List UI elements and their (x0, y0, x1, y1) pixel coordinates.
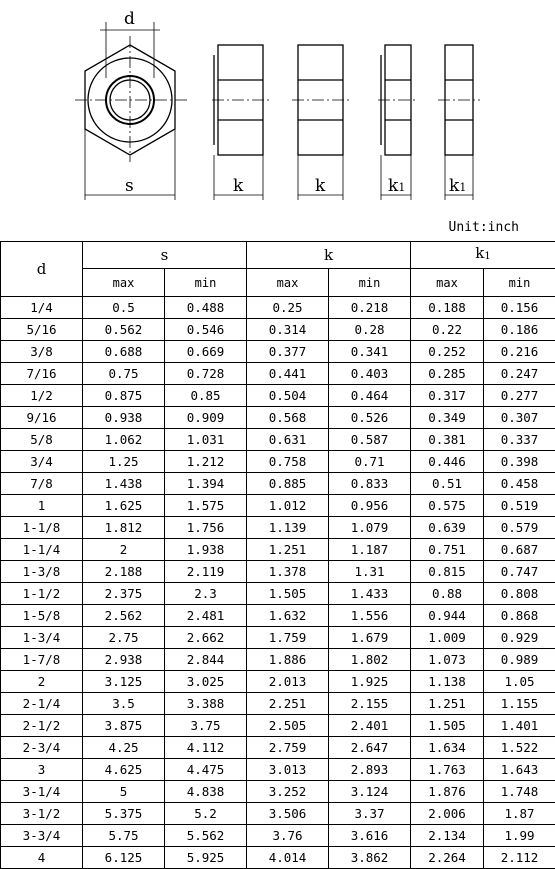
cell-size: 3-1/2 (1, 803, 83, 825)
cell-value: 2.481 (165, 605, 247, 627)
cell-value: 3.75 (165, 715, 247, 737)
cell-value: 1.625 (83, 495, 165, 517)
cell-value: 3.124 (329, 781, 411, 803)
cell-value: 1.802 (329, 649, 411, 671)
cell-value: 2.75 (83, 627, 165, 649)
cell-value: 0.575 (411, 495, 484, 517)
cell-value: 0.349 (411, 407, 484, 429)
cell-value: 0.156 (484, 297, 555, 319)
cell-value: 3.013 (247, 759, 329, 781)
cell-size: 1-3/8 (1, 561, 83, 583)
cell-size: 7/8 (1, 473, 83, 495)
cell-value: 3.862 (329, 847, 411, 869)
table-row (1, 759, 555, 781)
cell-value: 2.375 (83, 583, 165, 605)
table-row (1, 451, 555, 473)
cell-value: 1.938 (165, 539, 247, 561)
table-body (1, 297, 555, 869)
cell-value: 0.747 (484, 561, 555, 583)
cell-value: 1.575 (165, 495, 247, 517)
cell-value: 0.51 (411, 473, 484, 495)
cell-size: 1/2 (1, 385, 83, 407)
cell-value: 3.506 (247, 803, 329, 825)
hex-nut-drawing (0, 0, 555, 215)
cell-value: 0.28 (329, 319, 411, 341)
cell-value: 0.989 (484, 649, 555, 671)
table-row (1, 363, 555, 385)
cell-value: 0.337 (484, 429, 555, 451)
cell-size: 2-1/4 (1, 693, 83, 715)
cell-value: 4.838 (165, 781, 247, 803)
cell-value: 1.31 (329, 561, 411, 583)
cell-value: 1.886 (247, 649, 329, 671)
cell-value: 0.458 (484, 473, 555, 495)
cell-value: 0.488 (165, 297, 247, 319)
cell-value: 0.758 (247, 451, 329, 473)
cell-value: 0.307 (484, 407, 555, 429)
cell-value: 5.375 (83, 803, 165, 825)
table-row (1, 825, 555, 847)
cell-value: 1.031 (165, 429, 247, 451)
table-row (1, 627, 555, 649)
cell-value: 2.264 (411, 847, 484, 869)
cell-value: 1.556 (329, 605, 411, 627)
cell-value: 1.012 (247, 495, 329, 517)
cell-value: 3.76 (247, 825, 329, 847)
col-header-d: d (1, 242, 83, 297)
table-row (1, 671, 555, 693)
table-row (1, 737, 555, 759)
cell-value: 1.87 (484, 803, 555, 825)
cell-value: 0.909 (165, 407, 247, 429)
cell-value: 1.876 (411, 781, 484, 803)
table-row (1, 803, 555, 825)
cell-value: 0.377 (247, 341, 329, 363)
cell-value: 0.216 (484, 341, 555, 363)
cell-value: 2.188 (83, 561, 165, 583)
cell-value: 0.944 (411, 605, 484, 627)
cell-value: 0.88 (411, 583, 484, 605)
cell-value: 0.587 (329, 429, 411, 451)
cell-value: 1.138 (411, 671, 484, 693)
table-row (1, 407, 555, 429)
dimension-table (0, 241, 555, 869)
cell-size: 4 (1, 847, 83, 869)
table-row (1, 781, 555, 803)
cell-value: 3.388 (165, 693, 247, 715)
cell-value: 0.341 (329, 341, 411, 363)
cell-value: 0.631 (247, 429, 329, 451)
cell-value: 1.438 (83, 473, 165, 495)
cell-value: 2.562 (83, 605, 165, 627)
cell-value: 0.381 (411, 429, 484, 451)
cell-value: 5.562 (165, 825, 247, 847)
table-row (1, 385, 555, 407)
table-row (1, 539, 555, 561)
table-row (1, 429, 555, 451)
cell-value: 0.956 (329, 495, 411, 517)
cell-value: 2.938 (83, 649, 165, 671)
cell-value: 6.125 (83, 847, 165, 869)
cell-value: 5 (83, 781, 165, 803)
cell-value: 0.75 (83, 363, 165, 385)
cell-value: 1.812 (83, 517, 165, 539)
cell-value: 0.314 (247, 319, 329, 341)
cell-value: 0.579 (484, 517, 555, 539)
cell-value: 1.433 (329, 583, 411, 605)
cell-value: 4.014 (247, 847, 329, 869)
cell-value: 0.546 (165, 319, 247, 341)
cell-value: 0.669 (165, 341, 247, 363)
cell-size: 2 (1, 671, 83, 693)
cell-value: 1.212 (165, 451, 247, 473)
cell-value: 1.251 (247, 539, 329, 561)
dim-label-k1-2: k1 (449, 176, 467, 196)
cell-value: 0.568 (247, 407, 329, 429)
cell-value: 1.756 (165, 517, 247, 539)
cell-value: 0.22 (411, 319, 484, 341)
cell-value: 1.759 (247, 627, 329, 649)
cell-value: 2.759 (247, 737, 329, 759)
cell-value: 0.526 (329, 407, 411, 429)
table-row (1, 583, 555, 605)
cell-size: 1-1/4 (1, 539, 83, 561)
table-row (1, 605, 555, 627)
cell-size: 2-1/2 (1, 715, 83, 737)
cell-size: 1 (1, 495, 83, 517)
cell-value: 1.505 (411, 715, 484, 737)
cell-value: 0.688 (83, 341, 165, 363)
cell-size: 1/4 (1, 297, 83, 319)
cell-value: 1.073 (411, 649, 484, 671)
cell-size: 3 (1, 759, 83, 781)
dim-label-k-1: k (233, 176, 244, 196)
cell-value: 2.662 (165, 627, 247, 649)
cell-value: 2 (83, 539, 165, 561)
cell-value: 0.815 (411, 561, 484, 583)
cell-value: 0.833 (329, 473, 411, 495)
cell-value: 2.112 (484, 847, 555, 869)
cell-size: 3/8 (1, 341, 83, 363)
cell-value: 5.925 (165, 847, 247, 869)
cell-value: 0.218 (329, 297, 411, 319)
cell-value: 0.5 (83, 297, 165, 319)
group-header-k1: k1 (411, 242, 555, 269)
cell-size: 5/16 (1, 319, 83, 341)
table-row (1, 561, 555, 583)
cell-value: 0.186 (484, 319, 555, 341)
cell-value: 0.728 (165, 363, 247, 385)
cell-size: 1-7/8 (1, 649, 83, 671)
cell-value: 0.504 (247, 385, 329, 407)
cell-value: 1.643 (484, 759, 555, 781)
cell-value: 0.398 (484, 451, 555, 473)
cell-value: 2.251 (247, 693, 329, 715)
cell-value: 0.441 (247, 363, 329, 385)
cell-value: 4.625 (83, 759, 165, 781)
cell-value: 1.99 (484, 825, 555, 847)
subheader-k1-max: max (411, 269, 484, 297)
cell-value: 1.139 (247, 517, 329, 539)
cell-value: 1.251 (411, 693, 484, 715)
cell-value: 0.519 (484, 495, 555, 517)
cell-value: 1.748 (484, 781, 555, 803)
cell-value: 0.639 (411, 517, 484, 539)
subheader-s-max: max (83, 269, 165, 297)
cell-value: 1.522 (484, 737, 555, 759)
cell-value: 2.013 (247, 671, 329, 693)
table-row (1, 517, 555, 539)
table-row (1, 319, 555, 341)
cell-size: 2-3/4 (1, 737, 83, 759)
cell-size: 1-1/2 (1, 583, 83, 605)
cell-value: 2.401 (329, 715, 411, 737)
cell-value: 1.378 (247, 561, 329, 583)
cell-value: 4.475 (165, 759, 247, 781)
table-row (1, 473, 555, 495)
cell-value: 1.401 (484, 715, 555, 737)
cell-value: 3.875 (83, 715, 165, 737)
table-row (1, 693, 555, 715)
cell-value: 4.112 (165, 737, 247, 759)
cell-value: 5.2 (165, 803, 247, 825)
cell-value: 0.929 (484, 627, 555, 649)
subheader-k-max: max (247, 269, 329, 297)
group-header-s: s (83, 242, 247, 269)
cell-value: 2.844 (165, 649, 247, 671)
cell-value: 3.37 (329, 803, 411, 825)
cell-value: 0.285 (411, 363, 484, 385)
cell-value: 2.505 (247, 715, 329, 737)
cell-value: 3.125 (83, 671, 165, 693)
table-row (1, 297, 555, 319)
dim-label-k1-1: k1 (388, 176, 406, 196)
cell-value: 3.5 (83, 693, 165, 715)
group-header-k: k (247, 242, 411, 269)
cell-value: 3.616 (329, 825, 411, 847)
cell-value: 3.025 (165, 671, 247, 693)
cell-value: 1.679 (329, 627, 411, 649)
cell-value: 2.155 (329, 693, 411, 715)
cell-size: 3/4 (1, 451, 83, 473)
subheader-s-min: min (165, 269, 247, 297)
dim-label-s: s (125, 176, 134, 196)
cell-value: 4.25 (83, 737, 165, 759)
cell-value: 0.85 (165, 385, 247, 407)
cell-value: 1.155 (484, 693, 555, 715)
unit-note: Unit:inch (448, 220, 519, 235)
cell-size: 5/8 (1, 429, 83, 451)
cell-value: 0.247 (484, 363, 555, 385)
cell-value: 5.75 (83, 825, 165, 847)
cell-size: 1-1/8 (1, 517, 83, 539)
cell-size: 3-3/4 (1, 825, 83, 847)
table-row (1, 715, 555, 737)
cell-value: 2.3 (165, 583, 247, 605)
cell-value: 0.885 (247, 473, 329, 495)
cell-value: 1.079 (329, 517, 411, 539)
cell-value: 0.751 (411, 539, 484, 561)
cell-value: 0.687 (484, 539, 555, 561)
cell-value: 2.134 (411, 825, 484, 847)
subheader-k-min: min (329, 269, 411, 297)
cell-value: 1.05 (484, 671, 555, 693)
table-row (1, 341, 555, 363)
cell-value: 0.562 (83, 319, 165, 341)
cell-value: 0.464 (329, 385, 411, 407)
cell-value: 0.875 (83, 385, 165, 407)
cell-value: 2.006 (411, 803, 484, 825)
cell-value: 0.317 (411, 385, 484, 407)
cell-value: 2.893 (329, 759, 411, 781)
cell-value: 0.938 (83, 407, 165, 429)
cell-value: 0.188 (411, 297, 484, 319)
cell-value: 1.25 (83, 451, 165, 473)
cell-value: 1.925 (329, 671, 411, 693)
cell-value: 1.634 (411, 737, 484, 759)
cell-value: 2.119 (165, 561, 247, 583)
cell-size: 9/16 (1, 407, 83, 429)
cell-value: 0.277 (484, 385, 555, 407)
cell-value: 0.446 (411, 451, 484, 473)
cell-value: 0.808 (484, 583, 555, 605)
cell-value: 2.647 (329, 737, 411, 759)
dim-label-d: d (124, 9, 135, 29)
cell-value: 1.505 (247, 583, 329, 605)
cell-value: 1.062 (83, 429, 165, 451)
cell-value: 0.403 (329, 363, 411, 385)
subheader-k1-min: min (484, 269, 555, 297)
cell-value: 0.252 (411, 341, 484, 363)
cell-size: 1-3/4 (1, 627, 83, 649)
cell-value: 1.394 (165, 473, 247, 495)
cell-value: 0.868 (484, 605, 555, 627)
table-row (1, 847, 555, 869)
cell-size: 7/16 (1, 363, 83, 385)
cell-size: 1-5/8 (1, 605, 83, 627)
cell-value: 0.71 (329, 451, 411, 473)
cell-value: 1.763 (411, 759, 484, 781)
cell-size: 3-1/4 (1, 781, 83, 803)
table-row (1, 495, 555, 517)
table-row (1, 649, 555, 671)
cell-value: 1.187 (329, 539, 411, 561)
cell-value: 0.25 (247, 297, 329, 319)
cell-value: 1.009 (411, 627, 484, 649)
cell-value: 3.252 (247, 781, 329, 803)
cell-value: 1.632 (247, 605, 329, 627)
dim-label-k-2: k (315, 176, 326, 196)
